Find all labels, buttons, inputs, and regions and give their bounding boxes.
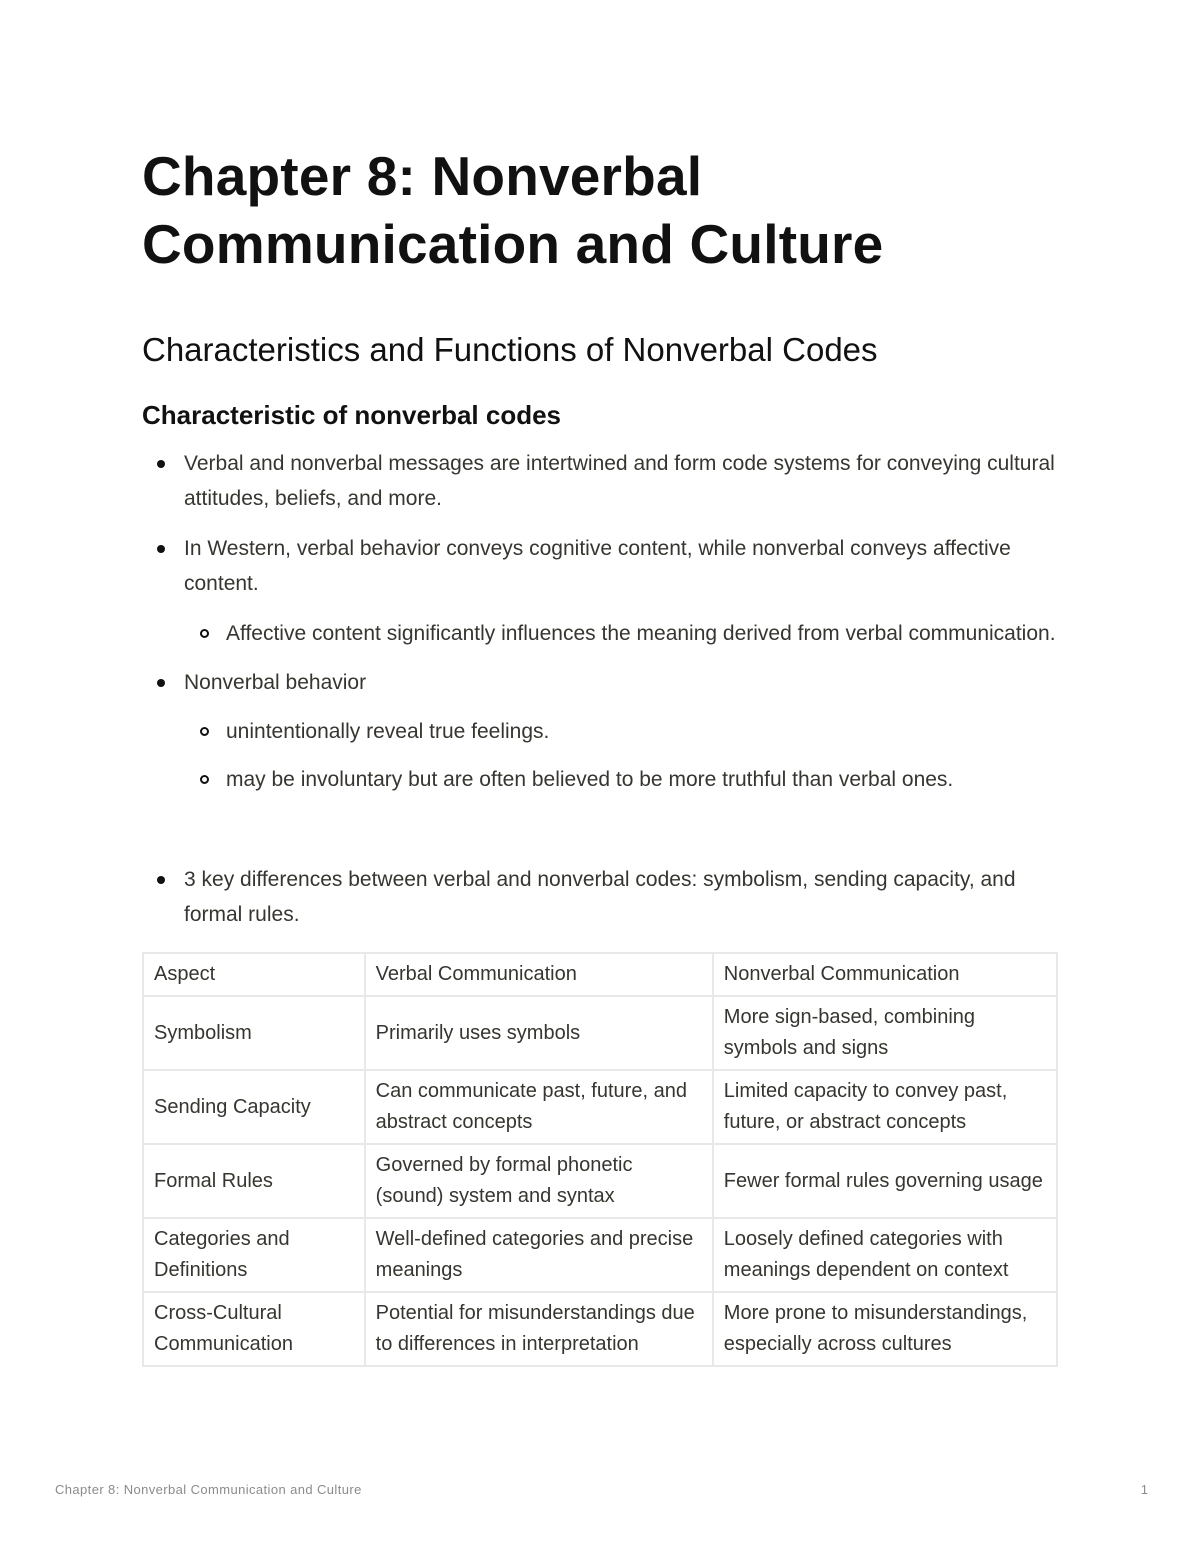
page-number: 1 <box>1140 1482 1148 1497</box>
sub-list-item <box>184 714 1058 749</box>
section-heading: Characteristics and Functions of Nonverbal Codes <box>142 331 878 368</box>
table-cell: Potential for misunderstandings due to differences in interpretation <box>365 1292 713 1366</box>
table-row <box>143 1144 1057 1218</box>
table-cell: Cross-Cultural Communication <box>143 1292 365 1366</box>
sub-list-item-text: Affective content significantly influences the meaning derived from verbal communication. <box>226 622 1056 645</box>
table-cell: Symbolism <box>143 996 365 1070</box>
table-cell: Governed by formal phonetic (sound) system and syntax <box>365 1144 713 1218</box>
comparison-table <box>142 952 1058 1367</box>
bullet-disc-icon <box>157 876 165 884</box>
list-item <box>142 446 1058 516</box>
list-item <box>142 862 1058 932</box>
sub-list-item <box>184 762 1058 797</box>
document-page <box>142 142 1058 1367</box>
table-header-row <box>143 953 1057 996</box>
table-cell: Loosely defined categories with meanings dependent on context <box>713 1218 1057 1292</box>
list-item-text: 3 key differences between verbal and nonverbal codes: symbolism, sending capacity, and formal rules. <box>184 868 1016 926</box>
bullet-list <box>142 446 1058 932</box>
table-cell: Formal Rules <box>143 1144 365 1218</box>
sub-list-item <box>184 616 1058 651</box>
sub-list-item-text: unintentionally reveal true feelings. <box>226 720 550 743</box>
bullet-disc-icon <box>157 460 165 468</box>
sub-list-item-text: may be involuntary but are often believed to be more truthful than verbal ones. <box>226 768 954 791</box>
table-cell: More sign-based, combining symbols and signs <box>713 996 1057 1070</box>
bullet-circle-icon <box>200 629 209 638</box>
table-row <box>143 1218 1057 1292</box>
table-cell: Well-defined categories and precise meanings <box>365 1218 713 1292</box>
table-cell: Fewer formal rules governing usage <box>713 1144 1057 1218</box>
table-cell: Categories and Definitions <box>143 1218 365 1292</box>
bullet-disc-icon <box>157 545 165 553</box>
table-cell: Sending Capacity <box>143 1070 365 1144</box>
list-item-text: Verbal and nonverbal messages are intertwined and form code systems for conveying cultural attitudes, beliefs, and more. <box>184 452 1055 510</box>
list-item-text: Nonverbal behavior <box>184 671 367 694</box>
bullet-circle-icon <box>200 727 209 736</box>
table-row <box>143 1292 1057 1366</box>
list-item <box>142 531 1058 651</box>
table-row <box>143 996 1057 1070</box>
sub-list <box>184 714 1058 797</box>
list-item <box>142 665 1058 797</box>
footer-title: Chapter 8: Nonverbal Communication and Culture <box>55 1482 362 1497</box>
table-cell: Can communicate past, future, and abstract concepts <box>365 1070 713 1144</box>
bullet-disc-icon <box>157 679 165 687</box>
subsection-heading: Characteristic of nonverbal codes <box>142 400 562 430</box>
table-row <box>143 1070 1057 1144</box>
table-cell: Primarily uses symbols <box>365 996 713 1070</box>
page-title: Chapter 8: Nonverbal Communication and Culture <box>142 145 884 275</box>
table-header-cell: Nonverbal Communication <box>713 953 1057 996</box>
table-header-cell: Aspect <box>143 953 365 996</box>
table-cell: Limited capacity to convey past, future, or abstract concepts <box>713 1070 1057 1144</box>
table-cell: More prone to misunderstandings, especially across cultures <box>713 1292 1057 1366</box>
sub-list <box>184 616 1058 651</box>
bullet-circle-icon <box>200 775 209 784</box>
table-header-cell: Verbal Communication <box>365 953 713 996</box>
list-item-text: In Western, verbal behavior conveys cognitive content, while nonverbal conveys affective content. <box>184 537 1011 595</box>
